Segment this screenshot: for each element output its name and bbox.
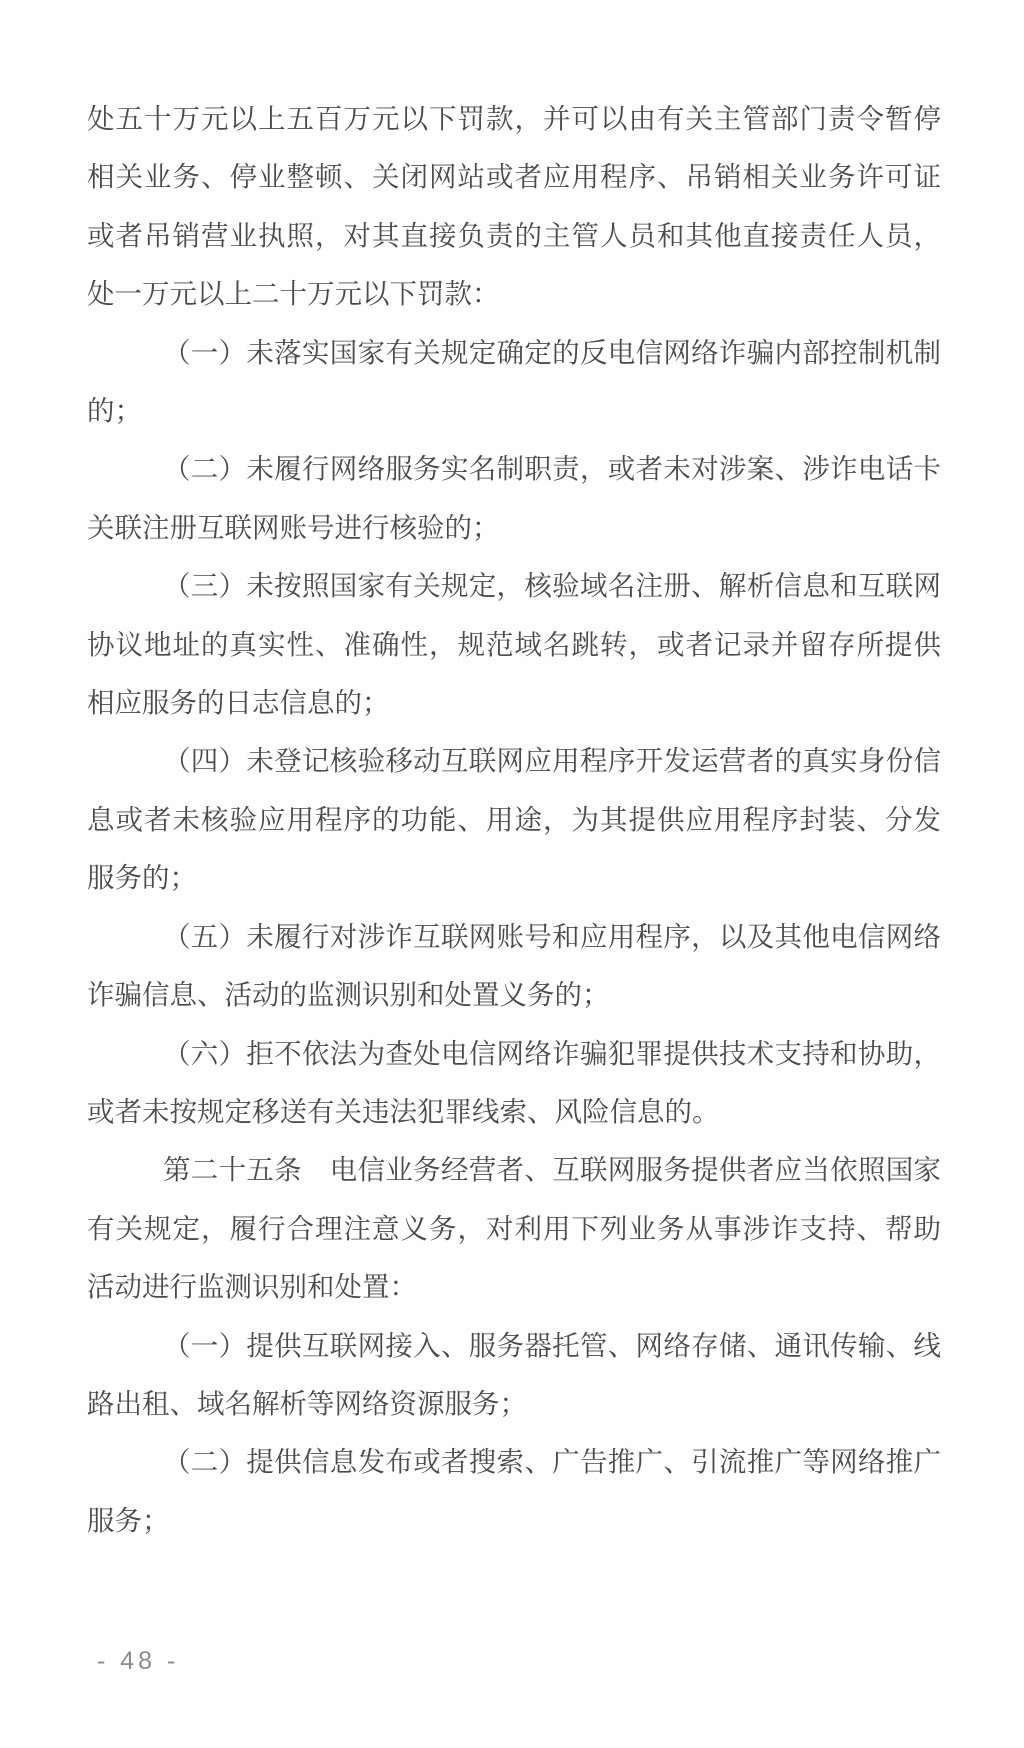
text-line: 相应服务的日志信息的； — [87, 687, 390, 719]
text-line: 服务的； — [87, 862, 197, 894]
text-line: （二）未履行网络服务实名制职责，或者未对涉案、涉诈电话卡 — [163, 453, 941, 485]
text-line: （二）提供信息发布或者搜索、广告推广、引流推广等网络推广 — [163, 1446, 941, 1478]
paragraph — [87, 1141, 941, 1316]
paragraph — [87, 557, 941, 732]
paragraph — [87, 732, 941, 907]
text-line: 第二十五条 电信业务经营者、互联网服务提供者应当依照国家 — [163, 1154, 941, 1186]
text-line: 协议地址的真实性、准确性，规范域名跳转，或者记录并留存所提供 — [87, 628, 941, 660]
paragraph — [87, 440, 941, 557]
paragraph — [87, 1433, 941, 1550]
text-line: 路出租、域名解析等网络资源服务； — [87, 1387, 527, 1419]
text-line: （六）拒不依法为查处电信网络诈骗犯罪提供技术支持和协助， — [163, 1037, 941, 1069]
text-line: 或者吊销营业执照，对其直接负责的主管人员和其他直接责任人员， — [87, 219, 941, 251]
text-line: （四）未登记核验移动互联网应用程序开发运营者的真实身份信 — [163, 745, 941, 777]
text-line: 息或者未核验应用程序的功能、用途，为其提供应用程序封装、分发 — [87, 803, 941, 835]
text-line: 活动进行监测识别和处置： — [87, 1271, 417, 1303]
text-block — [87, 90, 941, 1550]
page-number: - 48 - — [97, 1647, 180, 1675]
paragraph — [87, 324, 941, 441]
paragraph — [87, 1025, 941, 1142]
text-line: （三）未按照国家有关规定，核验域名注册、解析信息和互联网 — [163, 570, 941, 602]
text-line: 处五十万元以上五百万元以下罚款，并可以由有关主管部门责令暂停 — [87, 103, 941, 134]
text-line: （一）提供互联网接入、服务器托管、网络存储、通讯传输、线 — [163, 1329, 941, 1361]
text-line: 关联注册互联网账号进行核验的； — [87, 511, 500, 543]
text-line: 诈骗信息、活动的监测识别和处置义务的； — [87, 979, 610, 1011]
paragraph — [87, 908, 941, 1025]
text-line: 有关规定，履行合理注意义务，对利用下列业务从事涉诈支持、帮助 — [87, 1212, 941, 1244]
text-line: 相关业务、停业整顿、关闭网站或者应用程序、吊销相关业务许可证 — [87, 161, 941, 193]
text-line: （五）未履行对涉诈互联网账号和应用程序，以及其他电信网络 — [163, 920, 941, 952]
text-line: （一）未落实国家有关规定确定的反电信网络诈骗内部控制机制 — [163, 336, 941, 368]
text-line: 处一万元以上二十万元以下罚款： — [87, 278, 500, 310]
text-line: 服务； — [87, 1504, 170, 1536]
text-line: 的； — [87, 395, 142, 427]
text-line: 或者未按规定移送有关违法犯罪线索、风险信息的。 — [87, 1095, 720, 1127]
paragraph — [87, 90, 941, 324]
paragraph — [87, 1317, 941, 1434]
